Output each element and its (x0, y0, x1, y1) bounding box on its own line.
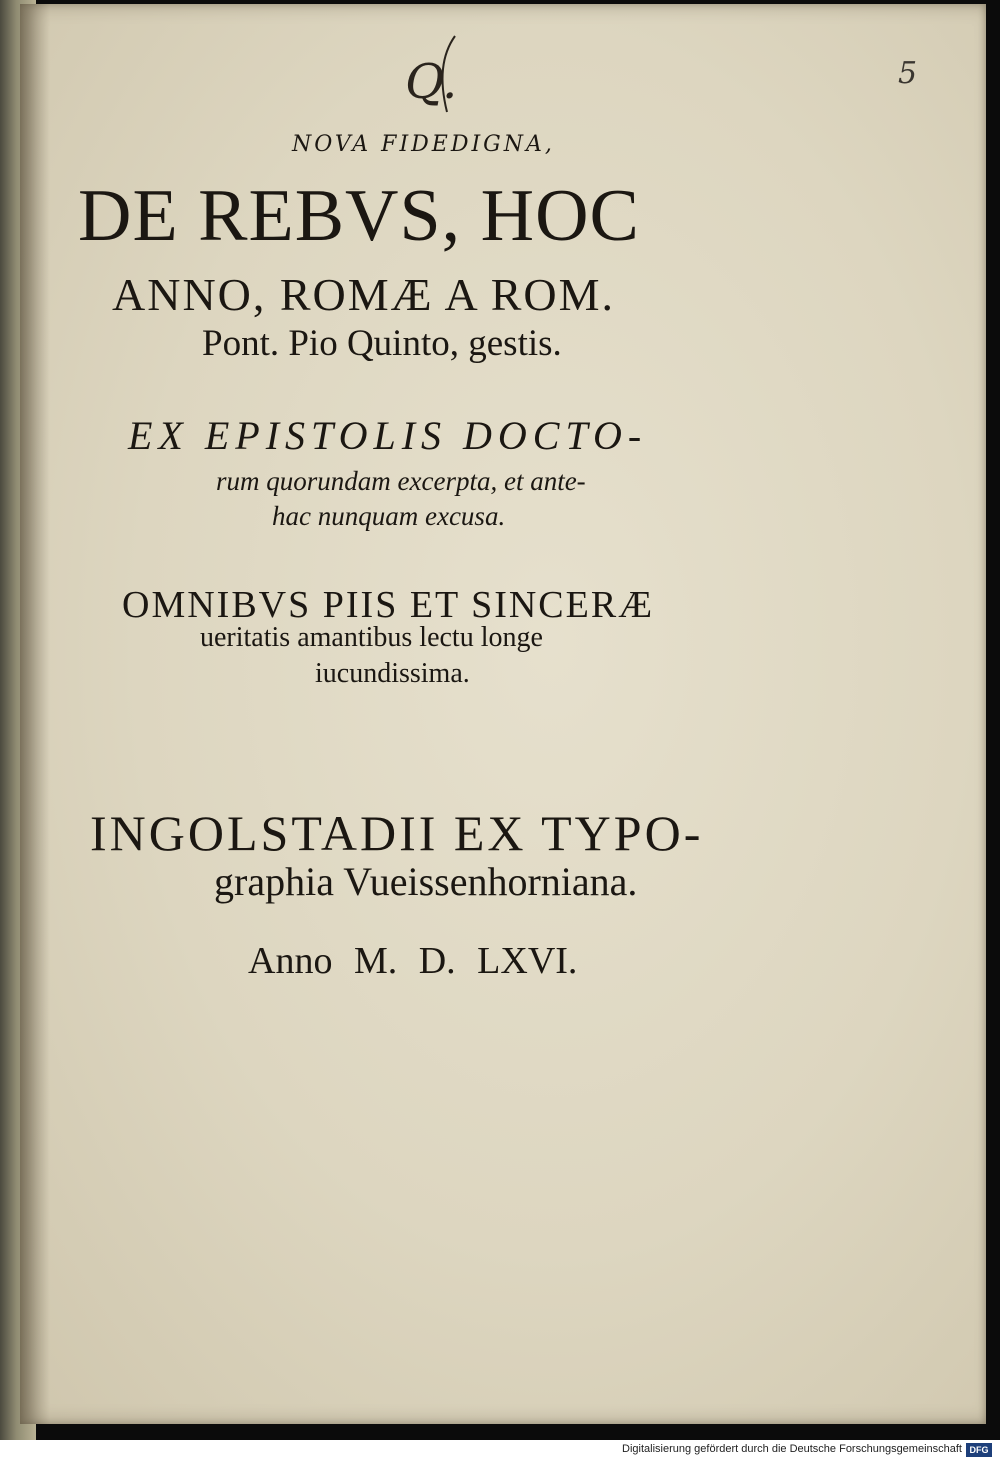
dedication-line-2: ueritatis amantibus lectu longe (200, 622, 543, 653)
dfg-logo-icon: DFG (966, 1443, 992, 1457)
footer-bar (0, 1440, 1000, 1461)
subtitle-line-2: rum quorundam excerpta, et ante- (216, 466, 586, 496)
title-page (20, 4, 986, 1424)
imprint-date: Anno M. D. LXVI. (248, 940, 578, 982)
subtitle-line-3: hac nunquam excusa. (272, 501, 506, 531)
signature-mark: Q. (405, 54, 458, 110)
title-line-1: NOVA FIDEDIGNA, (292, 132, 555, 157)
footer-credit: Digitalisierung gefördert durch die Deutsche Forschungsgemeinschaft (622, 1443, 962, 1455)
title-line-3: ANNO, ROMÆ A ROM. (112, 269, 616, 320)
title-line-4: Pont. Pio Quinto, gestis. (202, 323, 562, 364)
subtitle-line-1: EX EPISTOLIS DOCTO- (128, 413, 648, 458)
strike-through-mark (425, 34, 475, 114)
dedication-line-3: iucundissima. (315, 658, 470, 689)
dedication-line-1: OMNIBVS PIIS ET SINCERÆ (122, 584, 654, 626)
folio-number: 5 (898, 56, 918, 91)
imprint-line-1: INGOLSTADII EX TYPO- (90, 805, 704, 861)
title-line-2: DE REBVS, HOC (78, 175, 640, 257)
imprint-line-2: graphia Vueissenhorniana. (214, 859, 638, 904)
